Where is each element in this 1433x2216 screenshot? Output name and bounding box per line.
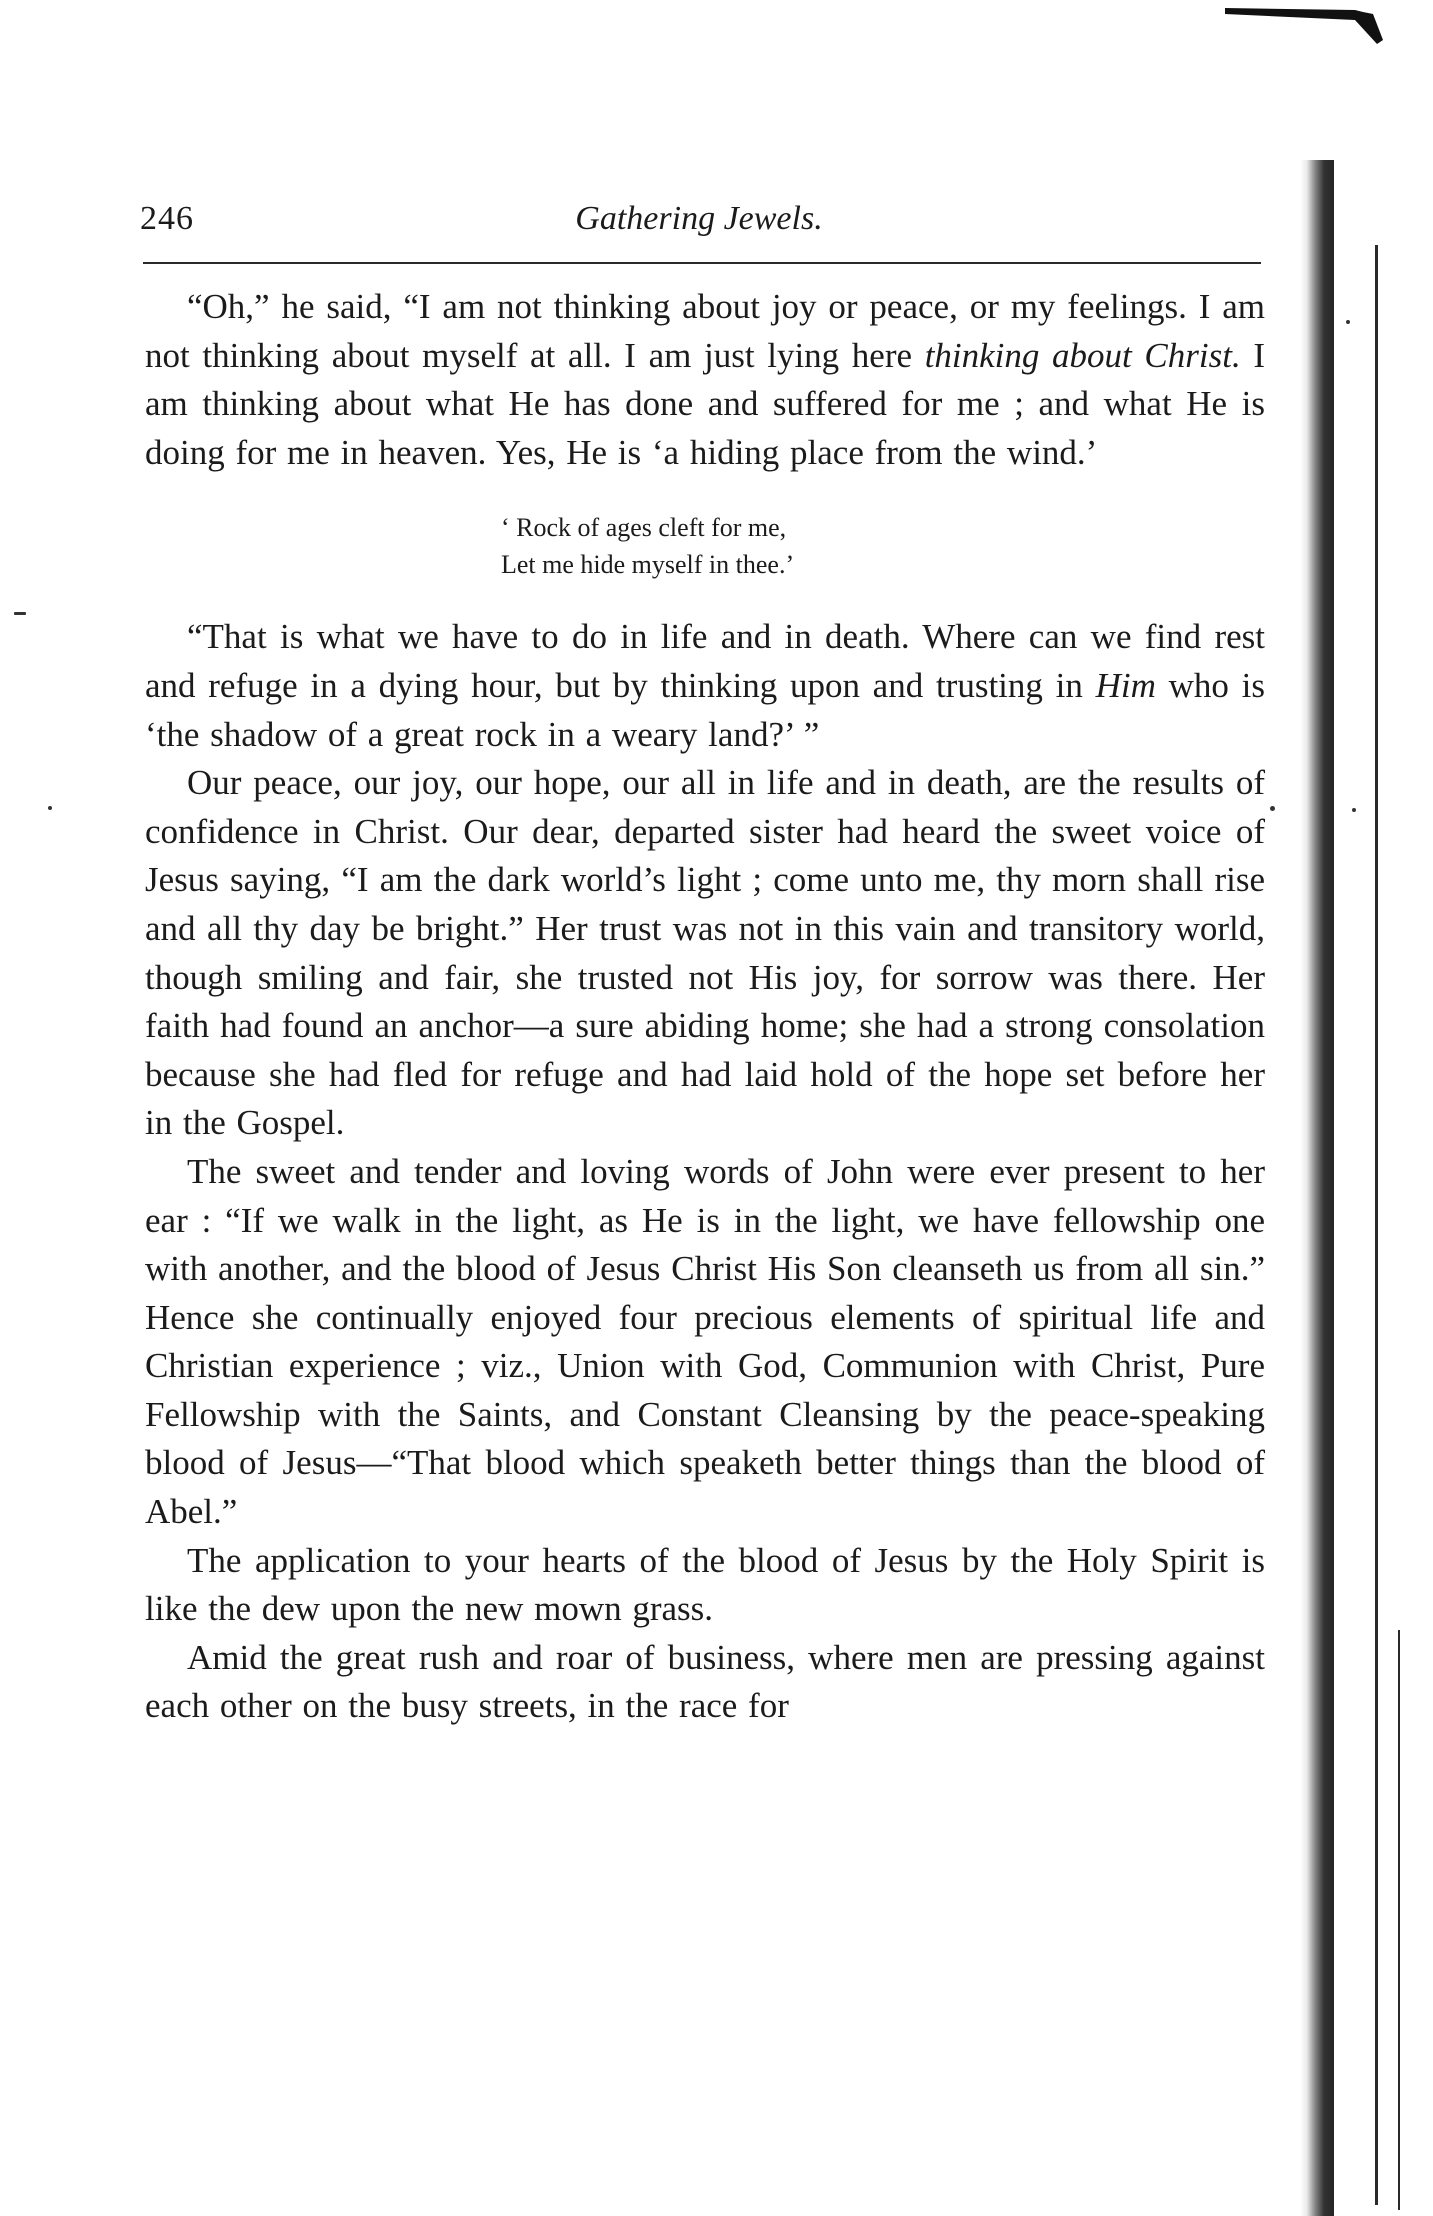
paragraph-amid-the-great-rush: Amid the great rush and roar of business, where men are pressing against each other on the busy streets, in the race for <box>145 1637 1265 1726</box>
page-header <box>140 192 1258 252</box>
binding-gutter-shadow <box>1300 160 1334 2216</box>
page-body-text <box>145 283 1265 1731</box>
paragraph-text: I am thinking about what He has done and suffered for me ; and what He is doing for me in heaven. Yes, He is ‘a hiding place from the wind.’ <box>145 335 1266 472</box>
scan-speck <box>1270 806 1275 811</box>
paragraph-sweet-and-tender: The sweet and tender and loving words of John were ever present to her ear : “If we walk in the light, as He is in the light, we have fellowship one with another, and the blood of Jesus Christ His Son cleanseth us from all sin.” Hence she continually enjoyed four precious elements of spiritual life and Christian experience ; viz., Union with God, Communion with Christ, Pure Fellowship with the Saints, and Constant Cleansing by the peace-speaking blood of Jesus—“That blood which speaketh better things than the blood of Abel.” <box>145 1151 1265 1532</box>
scan-speck <box>14 612 26 615</box>
scan-corner-mark <box>1225 0 1385 48</box>
gutter-edge-line-short <box>1398 1630 1400 2210</box>
running-title: Gathering Jewels. <box>575 200 823 237</box>
page-number: 246 <box>140 200 194 237</box>
paragraph-text: “Oh,” he said, “I am not thinking about joy or peace, or my feelings. I am not thinking about myself at all. I am just lying here <box>145 287 1265 375</box>
emphasis-text: thinking about Christ. <box>924 335 1241 375</box>
paragraph-our-peace: Our peace, our joy, our hope, our all in life and in death, are the results of confidence in Christ. Our dear, departed sister had heard the sweet voice of Jesus saying, “I am the dark world’s light ; come unto me, thy morn shall rise and all thy day be bright.” Her trust was not in this vain and transitory world, though smiling and fair, she trusted not His joy, for sorrow was there. Her faith had found an anchor—a sure abiding home; she had a strong consolation because she had fled for refuge and had laid hold of the hope set before her in the Gospel. <box>145 763 1265 1143</box>
paragraph-application: The application to your hearts of the blood of Jesus by the Holy Spirit is like the dew upon the new mown grass. <box>145 1540 1265 1629</box>
verse-line: Let me hide myself in thee.’ <box>501 550 795 580</box>
scan-speck <box>48 806 52 810</box>
scan-speck <box>1346 320 1350 324</box>
paragraph-text: “That is what we have to do in life and in death. Where can we find rest and refuge in a dying hour, but by thinking upon and trusting in <box>145 617 1265 705</box>
header-rule <box>143 262 1261 264</box>
paragraph-that-is-what <box>145 613 1265 759</box>
paragraph-text: who is ‘the shadow of a great rock in a weary land?’ ” <box>145 665 1265 754</box>
paragraph-oh-he-said <box>145 283 1265 477</box>
gutter-edge-line <box>1375 245 1378 2205</box>
scan-speck <box>1352 808 1356 812</box>
verse-line: ‘ Rock of ages cleft for me, <box>501 513 787 543</box>
hymn-quotation <box>145 509 1265 583</box>
emphasis-text: Him <box>1095 665 1156 705</box>
